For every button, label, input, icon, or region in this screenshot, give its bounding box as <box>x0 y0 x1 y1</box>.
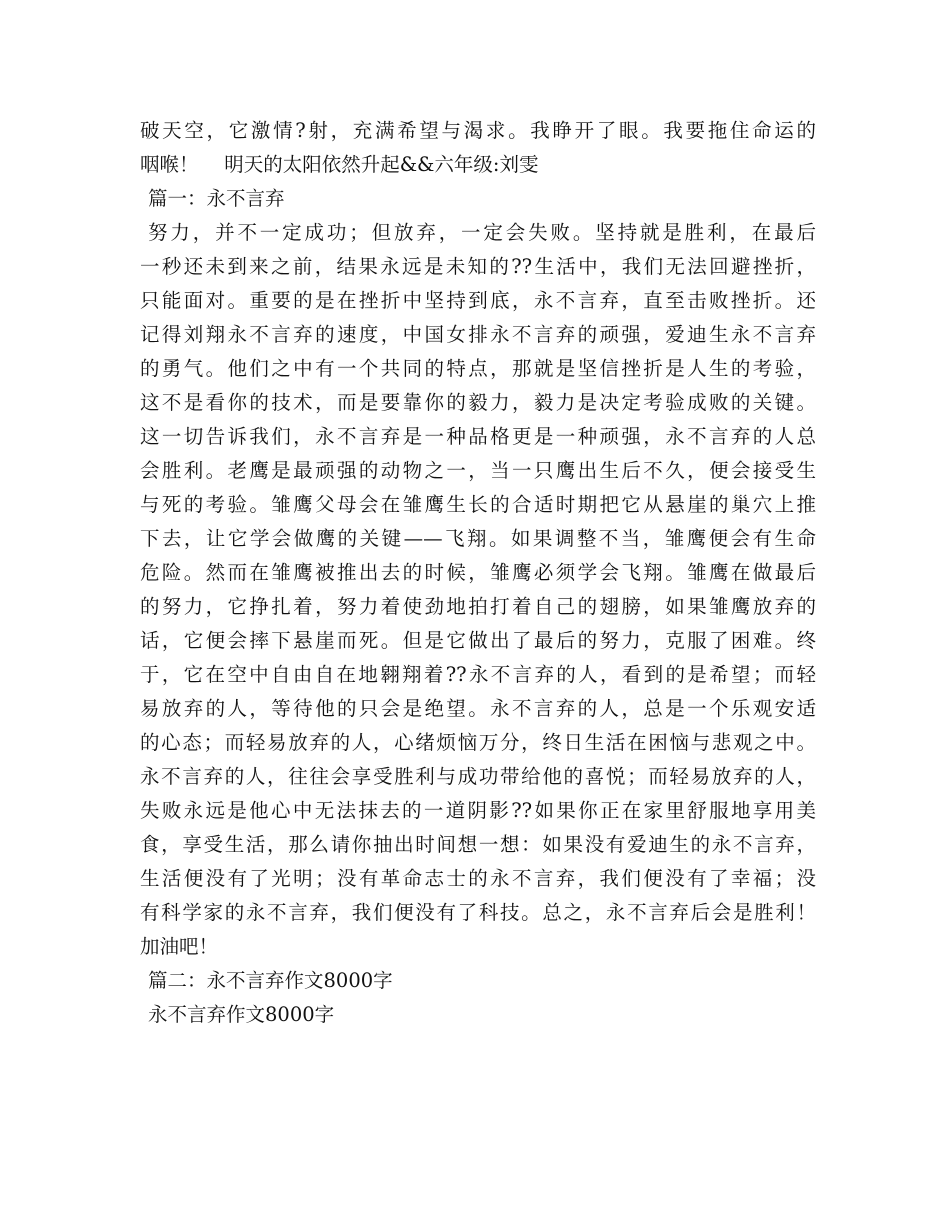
text-line: 永不言弃的人，往往会享受胜利与成功带给他的喜悦；而轻易放弃的人， <box>140 765 816 788</box>
text-line: 加油吧！ <box>140 935 219 958</box>
text-line: 破天空，它激情?射，充满希望与渴求。我睁开了眼。我要拖住命运的 <box>140 119 816 142</box>
subsection-title: 永不言弃作文8000字 <box>148 1003 335 1026</box>
text-line: 的努力，它挣扎着，努力着使劲地拍打着自己的翅膀，如果雏鹰放弃的 <box>140 595 816 618</box>
document-body <box>140 114 816 1032</box>
text-line: 一秒还未到来之前，结果永远是未知的??生活中，我们无法回避挫折， <box>140 255 816 278</box>
text-line: 记得刘翔永不言弃的速度，中国女排永不言弃的顽强，爱迪生永不言弃 <box>140 323 816 346</box>
text-line: 努力，并不一定成功；但放弃，一定会失败。坚持就是胜利，在最后 <box>148 221 816 244</box>
text-line: 这一切告诉我们，永不言弃是一种品格更是一种顽强，永不言弃的人总 <box>140 425 816 448</box>
text-line: 的心态；而轻易放弃的人，心绪烦恼万分，终日生活在困恼与悲观之中。 <box>140 731 816 754</box>
text-line: 咽喉！ 明天的太阳依然升起&&六年级:刘雯 <box>140 153 539 176</box>
text-line: 食，享受生活，那么请你抽出时间想一想：如果没有爱迪生的永不言弃， <box>140 833 816 856</box>
text-line: 有科学家的永不言弃，我们便没有了科技。总之，永不言弃后会是胜利！ <box>140 901 816 924</box>
text-line: 下去，让它学会做鹰的关键——飞翔。如果调整不当，雏鹰便会有生命 <box>140 527 816 550</box>
text-line: 失败永远是他心中无法抹去的一道阴影??如果你正在家里舒服地享用美 <box>140 799 816 822</box>
text-line: 于，它在空中自由自在地翱翔着??永不言弃的人，看到的是希望；而轻 <box>140 663 816 686</box>
text-line: 这不是看你的技术，而是要靠你的毅力，毅力是决定考验成败的关键。 <box>140 391 816 414</box>
text-line: 易放弃的人，等待他的只会是绝望。永不言弃的人，总是一个乐观安适 <box>140 697 816 720</box>
text-line: 会胜利。老鹰是最顽强的动物之一，当一只鹰出生后不久，便会接受生 <box>140 459 816 482</box>
text-line: 与死的考验。雏鹰父母会在雏鹰生长的合适时期把它从悬崖的巢穴上推 <box>140 493 816 516</box>
text-line: 只能面对。重要的是在挫折中坚持到底，永不言弃，直至击败挫折。还 <box>140 289 816 312</box>
text-line: 生活便没有了光明；没有革命志士的永不言弃，我们便没有了幸福；没 <box>140 867 816 890</box>
section-heading: 篇一：永不言弃 <box>148 187 285 210</box>
text-line: 的勇气。他们之中有一个共同的特点，那就是坚信挫折是人生的考验， <box>140 357 816 380</box>
section-heading: 篇二：永不言弃作文8000字 <box>148 969 393 992</box>
text-line: 话，它便会摔下悬崖而死。但是它做出了最后的努力，克服了困难。终 <box>140 629 816 652</box>
text-line: 危险。然而在雏鹰被推出去的时候，雏鹰必须学会飞翔。雏鹰在做最后 <box>140 561 816 584</box>
